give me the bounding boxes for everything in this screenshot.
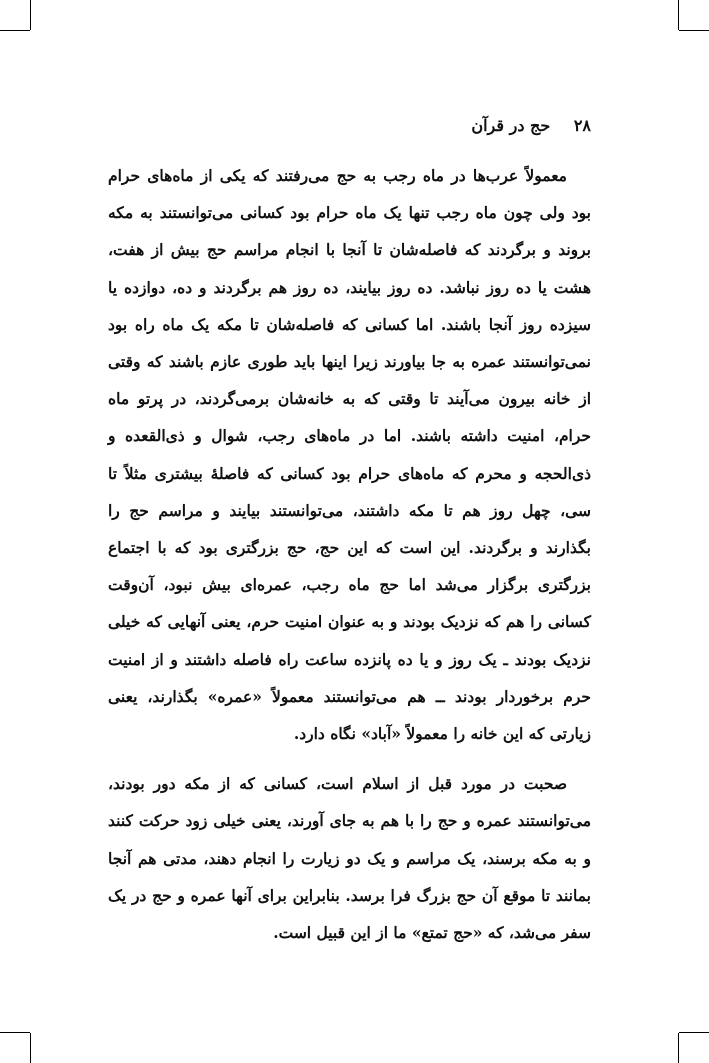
body-text <box>108 157 591 951</box>
crop-mark-top-right-vertical <box>678 0 679 30</box>
running-title: حج در قرآن <box>471 116 551 135</box>
page-number: ۲۸ <box>573 116 591 135</box>
crop-mark-top-left-vertical <box>30 0 31 30</box>
crop-mark-bottom-left-vertical <box>30 1033 31 1063</box>
crop-mark-bottom-right-vertical <box>678 1033 679 1063</box>
crop-mark-bottom-right-horizontal <box>679 1032 709 1033</box>
crop-mark-top-left-horizontal <box>0 30 30 31</box>
paragraph-2: صحبت در مورد قبل از اسلام است، کسانی که از مکه دور بودند، می‌توانستند عمره و حج را با هم به جای آورند، یعنی خیلی زود حرکت کنند و به مکه برسند، یک مراسم و یک دو زیارت را انجام دهند، مدتی هم آنجا بمانند تا موقع آن حج بزرگ فرا برسد. بنابراین برای آنها عمره و حج در یک سفر می‌شد، که «حج تمتع» ما از این قبیل است. <box>108 774 591 943</box>
page-header <box>108 112 591 140</box>
paragraph-1: معمولاً عرب‌ها در ماه رجب به حج می‌رفتند که یکی از ماه‌های حرام بود ولی چون ماه رجب تنها یک ماه حرام بود کسانی می‌توانستند به مکه بروند و برگردند که فاصله‌شان تا آنجا با انجام مراسم حج بیش از هفت، هشت یا ده روز نباشد. ده روز بیایند، ده روز هم برگردند و ده، دوازده یا سیزده روز آنجا باشند. اما کسانی که فاصله‌شان تا مکه یک ماه راه بود نمی‌توانستند عمره به جا بیاورند زیرا اینها باید طوری عازم باشند که وقتی از خانه بیرون می‌آیند تا وقتی که به خانه‌شان برمی‌گردند، در پرتو ماه حرام، امنیت داشته باشند. اما در ماه‌های رجب، شوال و ذی‌القعده و ذی‌الحجه و محرم که ماه‌های حرام بود کسانی که فاصلهٔ بیشتری مثلاً تا سی، چهل روز هم تا مکه داشتند، می‌توانستند بیایند و مراسم حج را بگذارند و برگردند. این است که این حج، حج بزرگتری بود که با اجتماع بزرگتری برگزار می‌شد اما حج ماه رجب، عمره‌ای بیش نبود، آن‌وقت کسانی را هم که نزدیک بودند و به عنوان امنیت حرم، یعنی آنهایی که خیلی نزدیک بودند ـ یک روز و یا ده پانزده ساعت راه فاصله داشتند و از امنیت حرم برخوردار بودند ــ هم می‌توانستند معمولاً «عمره» بگذارند، یعنی زیارتی که این خانه را معمولاً «آباد» نگاه دارد. <box>108 166 591 744</box>
crop-mark-top-right-horizontal <box>679 30 709 31</box>
crop-mark-bottom-left-horizontal <box>0 1032 30 1033</box>
